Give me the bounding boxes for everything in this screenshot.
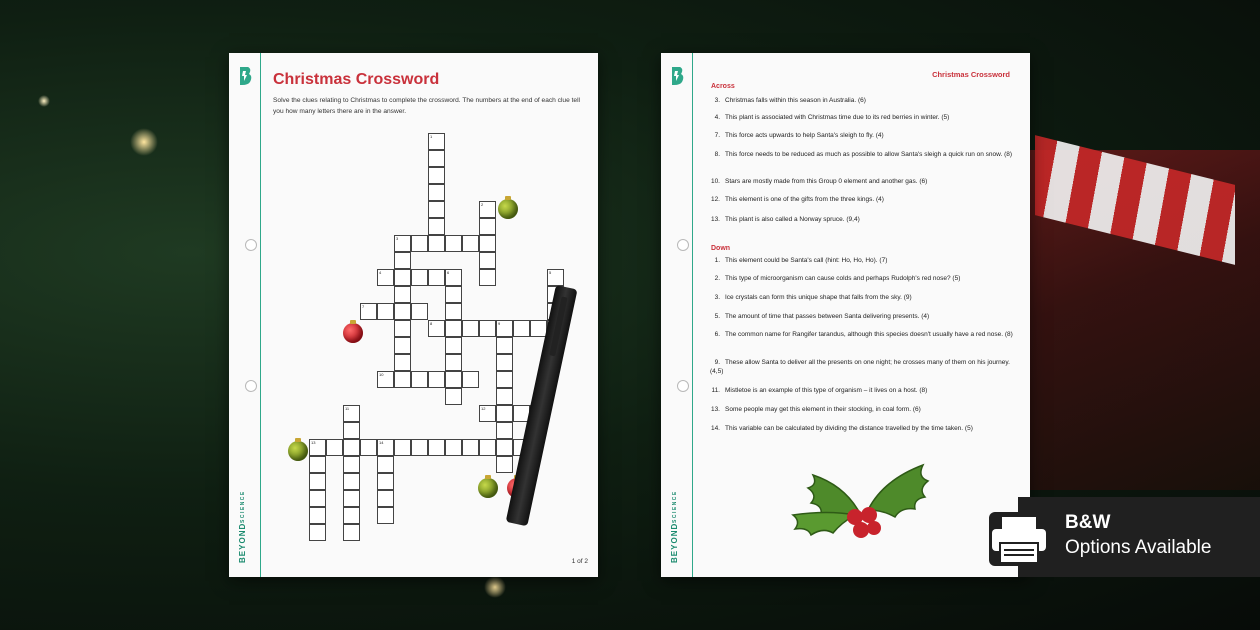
crossword-cell[interactable] <box>428 150 445 167</box>
punch-hole <box>245 239 257 251</box>
crossword-cell[interactable] <box>377 507 394 524</box>
crossword-cell[interactable] <box>496 456 513 473</box>
crossword-cell[interactable] <box>309 507 326 524</box>
clue-number: 8 <box>430 321 433 326</box>
crossword-cell[interactable] <box>462 320 479 337</box>
crossword-cell[interactable] <box>445 354 462 371</box>
crossword-cell[interactable] <box>496 388 513 405</box>
clue-number: 12 <box>481 406 486 411</box>
clue-num: 8. <box>714 151 720 158</box>
clue-num: 6. <box>714 331 720 338</box>
margin-line <box>692 53 693 577</box>
green-bauble <box>288 441 308 461</box>
clue-number: 13 <box>311 440 316 445</box>
clue-number: 1 <box>430 134 433 139</box>
crossword-cell[interactable] <box>309 473 326 490</box>
clue-text: These allow Santa to deliver all the presents on one night; he crosses many of them on his journey. (4,5) <box>710 359 1010 375</box>
crossword-cell[interactable] <box>445 337 462 354</box>
clue-text: This variable can be calculated by dividing the distance travelled by the time taken. (5) <box>725 425 973 432</box>
crossword-cell[interactable] <box>309 456 326 473</box>
down-clue <box>710 312 1018 321</box>
crossword-cell[interactable] <box>462 235 479 252</box>
banner-subtitle: Options Available <box>1065 537 1212 558</box>
clue-num: 7. <box>714 132 720 139</box>
banner-title: B&W <box>1065 512 1111 533</box>
across-clue <box>710 150 1018 159</box>
clue-number: 14 <box>379 440 384 445</box>
clue-num: 3. <box>714 294 720 301</box>
down-clue <box>710 330 1018 339</box>
brand-label: BEYONDSCIENCE <box>670 490 679 563</box>
clue-text: This type of microorganism can cause colds and perhaps Rudolph's red nose? (5) <box>725 275 961 282</box>
crossword-cell[interactable] <box>428 218 445 235</box>
clue-num: 9. <box>714 359 720 366</box>
clue-num: 13. <box>710 406 720 413</box>
down-clue <box>710 424 1018 433</box>
punch-hole <box>677 380 689 392</box>
clue-num: 13. <box>710 216 720 223</box>
page-number: 1 of 2 <box>571 558 588 565</box>
down-clue <box>710 386 1018 395</box>
clue-text: Some people may get this element in their stocking, in coal form. (6) <box>725 406 921 413</box>
crossword-cell[interactable] <box>343 473 360 490</box>
down-clue <box>710 274 1018 283</box>
crossword-cell[interactable] <box>496 439 513 456</box>
crossword-cell[interactable] <box>479 439 496 456</box>
page-title: Christmas Crossword <box>932 70 1010 79</box>
clue-text: This element could be Santa's call (hint: Ho, Ho, Ho). (7) <box>725 257 888 264</box>
crossword-cell[interactable] <box>343 507 360 524</box>
punch-hole <box>245 380 257 392</box>
crossword-cell[interactable] <box>343 422 360 439</box>
crossword-cell[interactable] <box>394 354 411 371</box>
crossword-cell[interactable] <box>411 371 428 388</box>
across-clue <box>710 96 1018 105</box>
crossword-cell[interactable] <box>394 439 411 456</box>
instructions: Solve the clues relating to Christmas to complete the crossword. The numbers at the end of each clue tell you how many letters there are in the answer. <box>273 97 581 115</box>
green-bauble <box>478 478 498 498</box>
crossword-cell[interactable] <box>377 473 394 490</box>
clue-number: 11 <box>345 406 350 411</box>
clue-number: 5 <box>549 270 552 275</box>
crossword-cell[interactable] <box>445 388 462 405</box>
crossword-cell[interactable] <box>377 303 394 320</box>
across-clue <box>710 131 1018 140</box>
crossword-cell[interactable] <box>428 167 445 184</box>
crossword-cell[interactable] <box>377 490 394 507</box>
clue-number: 3 <box>396 236 399 241</box>
punch-hole <box>677 239 689 251</box>
crossword-cell[interactable] <box>479 269 496 286</box>
bokeh-light <box>484 576 506 598</box>
crossword-cell[interactable] <box>445 235 462 252</box>
clue-text: This element is one of the gifts from the three kings. (4) <box>725 196 884 203</box>
crossword-cell[interactable] <box>428 371 445 388</box>
down-clue <box>710 256 1018 265</box>
crossword-cell[interactable] <box>496 354 513 371</box>
margin-line <box>260 53 261 577</box>
clue-text: Christmas falls within this season in Australia. (6) <box>725 97 866 104</box>
clue-text: This plant is associated with Christmas time due to its red berries in winter. (5) <box>725 114 950 121</box>
across-heading: Across <box>711 83 735 90</box>
crossword-cell[interactable] <box>394 252 411 269</box>
clue-num: 3. <box>714 97 720 104</box>
clue-num: 2. <box>714 275 720 282</box>
clue-num: 5. <box>714 313 720 320</box>
clue-text: This force acts upwards to help Santa's sleigh to fly. (4) <box>725 132 884 139</box>
clue-number: 9 <box>498 321 501 326</box>
crossword-cell[interactable] <box>343 524 360 541</box>
crossword-cell[interactable] <box>428 235 445 252</box>
bokeh-light <box>130 128 158 156</box>
clues-sheet <box>661 53 1030 577</box>
clue-num: 4. <box>714 114 720 121</box>
clue-number: 2 <box>481 202 484 207</box>
crossword-cell[interactable] <box>394 320 411 337</box>
red-bauble <box>343 323 363 343</box>
crossword-sheet <box>229 53 598 577</box>
crossword-cell[interactable] <box>428 269 445 286</box>
clue-num: 10. <box>710 178 720 185</box>
crossword-cell[interactable] <box>479 252 496 269</box>
crossword-cell[interactable] <box>309 490 326 507</box>
crossword-cell[interactable] <box>394 371 411 388</box>
clue-num: 1. <box>714 257 720 264</box>
brand-label: BEYONDSCIENCE <box>238 490 247 563</box>
crossword-cell[interactable] <box>445 286 462 303</box>
crossword-cell[interactable] <box>462 371 479 388</box>
crossword-cell[interactable] <box>377 456 394 473</box>
across-clue <box>710 195 1018 204</box>
crossword-cell[interactable] <box>343 456 360 473</box>
crossword-cell[interactable] <box>513 320 530 337</box>
across-clue <box>710 177 1018 186</box>
clue-number: 7 <box>362 304 365 309</box>
pen-clip <box>549 296 567 356</box>
crossword-cell[interactable] <box>360 439 377 456</box>
crossword-cell[interactable] <box>496 422 513 439</box>
crossword-cell[interactable] <box>479 218 496 235</box>
crossword-cell[interactable] <box>343 490 360 507</box>
clue-number: 10 <box>379 372 384 377</box>
clue-text: The common name for Rangifer tarandus, although this species doesn't usually have a red nose. (8) <box>725 331 1013 338</box>
clue-text: Stars are mostly made from this Group 0 element and another gas. (6) <box>725 178 928 185</box>
clue-number: 6 <box>447 270 450 275</box>
clue-text: Mistletoe is an example of this type of organism – it lives on a host. (8) <box>725 387 928 394</box>
crossword-cell[interactable] <box>411 439 428 456</box>
crossword-cell[interactable] <box>496 405 513 422</box>
crossword-cell[interactable] <box>445 371 462 388</box>
across-clue <box>710 113 1018 122</box>
crossword-cell[interactable] <box>428 201 445 218</box>
green-bauble <box>498 199 518 219</box>
down-clue <box>710 293 1018 302</box>
crossword-cell[interactable] <box>479 320 496 337</box>
page-title: Christmas Crossword <box>273 71 440 88</box>
crossword-cell[interactable] <box>309 524 326 541</box>
down-heading: Down <box>711 245 731 252</box>
clue-num: 12. <box>710 196 720 203</box>
down-clue <box>710 405 1018 414</box>
beyond-logo-icon <box>669 65 687 87</box>
crossword-cell[interactable] <box>428 184 445 201</box>
across-clue <box>710 215 1018 224</box>
crossword-cell[interactable] <box>496 371 513 388</box>
crossword-cell[interactable] <box>445 303 462 320</box>
clue-text: Ice crystals can form this unique shape that falls from the sky. (9) <box>725 294 912 301</box>
crossword-cell[interactable] <box>343 439 360 456</box>
beyond-logo-icon <box>237 65 255 87</box>
clue-text: This force needs to be reduced as much as possible to allow Santa's sleigh a quick run on snow. (8) <box>725 151 1013 158</box>
clue-number: 4 <box>379 270 382 275</box>
crossword-cell[interactable] <box>394 303 411 320</box>
crossword-cell[interactable] <box>445 320 462 337</box>
clue-text: The amount of time that passes between Santa delivering presents. (4) <box>725 313 930 320</box>
crossword-cell[interactable] <box>394 286 411 303</box>
bokeh-light <box>38 95 50 107</box>
crossword-cell[interactable] <box>394 337 411 354</box>
crossword-cell[interactable] <box>411 235 428 252</box>
crossword-cell[interactable] <box>428 439 445 456</box>
holly-icon <box>773 455 953 545</box>
crossword-cell[interactable] <box>496 337 513 354</box>
crossword-cell[interactable] <box>462 439 479 456</box>
crossword-cell[interactable] <box>394 269 411 286</box>
clue-num: 11. <box>711 387 720 394</box>
crossword-cell[interactable] <box>411 303 428 320</box>
down-clue <box>710 358 1018 376</box>
printer-icon <box>986 509 1052 569</box>
crossword-cell[interactable] <box>411 269 428 286</box>
crossword-cell[interactable] <box>445 439 462 456</box>
clue-num: 14. <box>710 425 720 432</box>
clue-text: This plant is also called a Norway spruce. (9,4) <box>725 216 860 223</box>
crossword-cell[interactable] <box>326 439 343 456</box>
crossword-cell[interactable] <box>479 235 496 252</box>
